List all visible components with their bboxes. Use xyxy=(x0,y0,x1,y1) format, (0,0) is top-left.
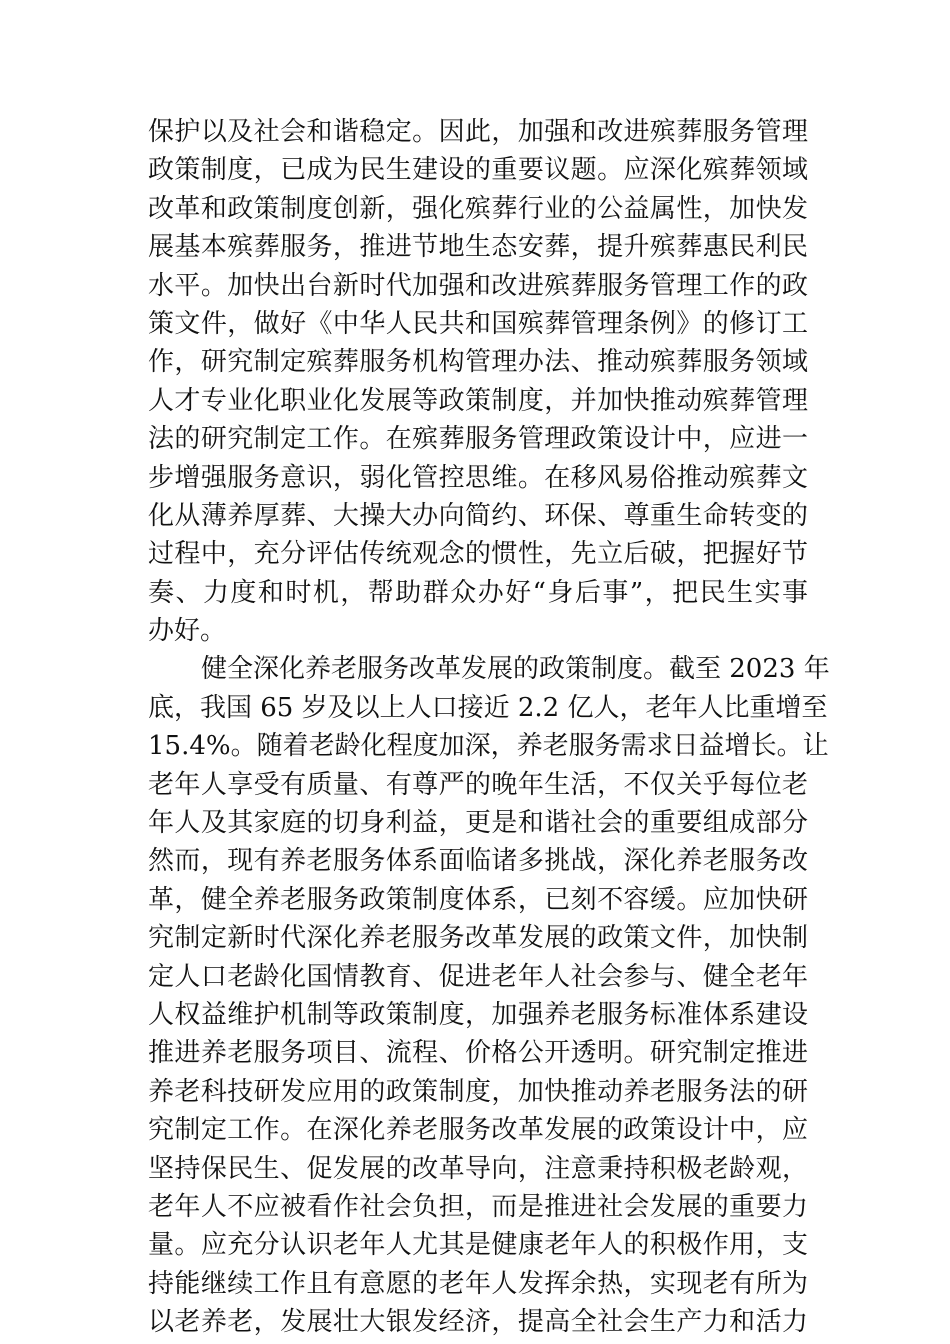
text-line: 策文件，做好《中华人民共和国殡葬管理条例》的修订工 xyxy=(148,308,808,339)
text-line: 健全深化养老服务改革发展的政策制度。截至 2023 年 xyxy=(201,654,830,685)
text-line: 作，研究制定殡葬服务机构管理办法、推动殡葬服务领域 xyxy=(148,347,808,378)
text-line: 定人口老龄化国情教育、促进老年人社会参与、健全老年 xyxy=(148,961,808,992)
paragraph-2 xyxy=(148,650,830,1341)
text-line: 水平。加快出台新时代加强和改进殡葬服务管理工作的政 xyxy=(148,270,808,301)
text-line: 底，我国 65 岁及以上人口接近 2.2 亿人，老年人比重增至 xyxy=(148,692,828,723)
text-line: 养老科技研发应用的政策制度，加快推动养老服务法的研 xyxy=(148,1076,808,1107)
text-line: 化从薄养厚葬、大操大办向简约、环保、尊重生命转变的 xyxy=(148,500,808,531)
text-line: 坚持保民生、促发展的改革导向，注意秉持积极老龄观， xyxy=(148,1153,808,1184)
text-line: 以老养老，发展壮大银发经济，提高全社会生产力和活力 xyxy=(148,1307,808,1338)
text-line: 奏、力度和时机，帮助群众办好“身后事”，把民生实事 xyxy=(148,577,808,608)
text-line: 人才专业化职业化发展等政策制度，并加快推动殡葬管理 xyxy=(148,385,808,416)
text-line: 推进养老服务项目、流程、价格公开透明。研究制定推进 xyxy=(148,1038,808,1069)
text-line: 15.4%。随着老龄化程度加深，养老服务需求日益增长。让 xyxy=(148,731,829,762)
text-line: 革，健全养老服务政策制度体系，已刻不容缓。应加快研 xyxy=(148,884,808,915)
text-line: 步增强服务意识，弱化管控思维。在移风易俗推动殡葬文 xyxy=(148,462,808,493)
text-line: 老年人不应被看作社会负担，而是推进社会发展的重要力 xyxy=(148,1191,808,1222)
text-line: 量。应充分认识老年人尤其是健康老年人的积极作用，支 xyxy=(148,1230,808,1261)
text-line: 过程中，充分评估传统观念的惯性，先立后破，把握好节 xyxy=(148,539,808,570)
text-line: 持能继续工作且有意愿的老年人发挥余热，实现老有所为 xyxy=(148,1268,808,1299)
text-line: 保护以及社会和谐稳定。因此，加强和改进殡葬服务管理 xyxy=(148,117,808,147)
text-line: 展基本殡葬服务，推进节地生态安葬，提升殡葬惠民利民 xyxy=(148,232,808,263)
paragraph-1 xyxy=(148,113,808,650)
text-line: 改革和政策制度创新，强化殡葬行业的公益属性，加快发 xyxy=(148,193,808,224)
text-line: 究制定工作。在深化养老服务改革发展的政策设计中，应 xyxy=(148,1115,808,1146)
text-line: 政策制度，已成为民生建设的重要议题。应深化殡葬领域 xyxy=(148,155,808,186)
text-line: 年人及其家庭的切身利益，更是和谐社会的重要组成部分 xyxy=(148,808,808,839)
text-line: 究制定新时代深化养老服务改革发展的政策文件，加快制 xyxy=(148,923,808,954)
text-line: 人权益维护机制等政策制度，加强养老服务标准体系建设 xyxy=(148,999,808,1030)
text-line: 办好。 xyxy=(148,616,227,647)
text-line: 老年人享受有质量、有尊严的晚年生活，不仅关乎每位老 xyxy=(148,769,808,800)
text-line: 法的研究制定工作。在殡葬服务管理政策设计中，应进一 xyxy=(148,424,808,455)
text-line: 然而，现有养老服务体系面临诸多挑战，深化养老服务改 xyxy=(148,846,808,877)
document-page xyxy=(148,113,830,1342)
